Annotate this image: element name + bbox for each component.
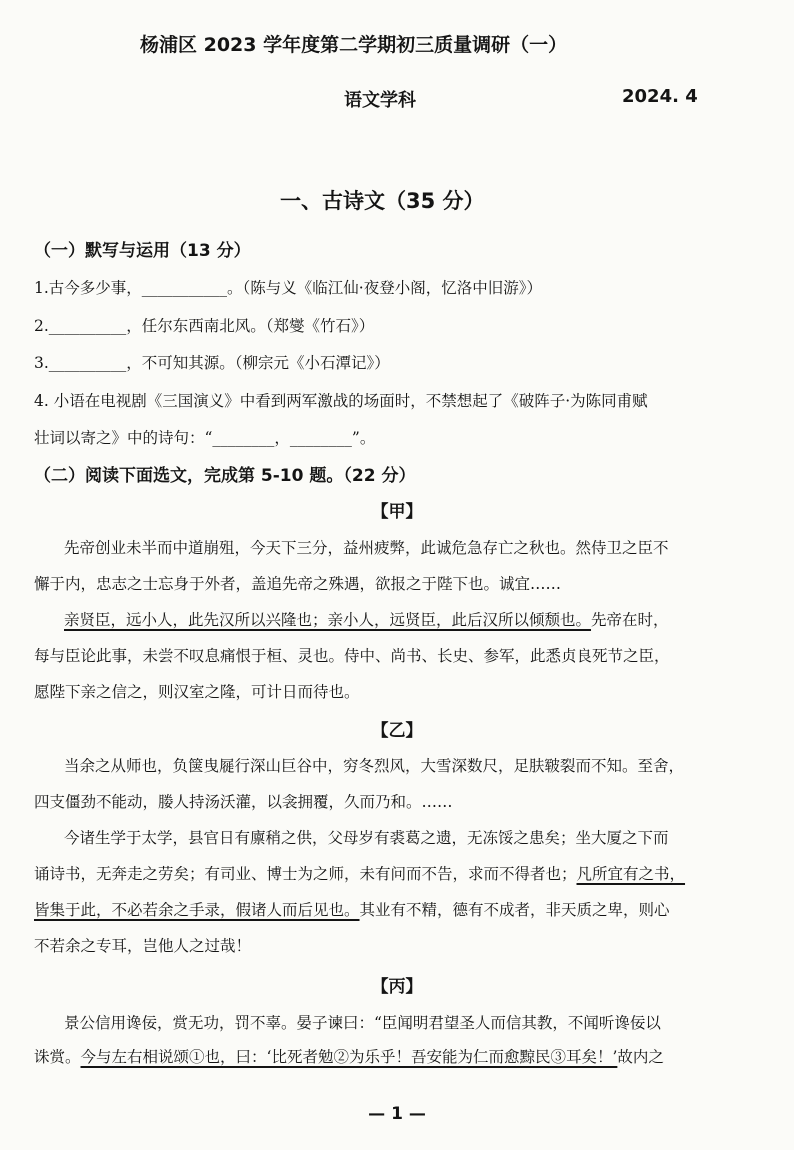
yi-p1-line2: 四支僵劲不能动，媵人持汤沃灌，以衾拥覆，久而乃和。…… xyxy=(34,793,453,811)
passage-bing-label: 【丙】 xyxy=(371,977,423,997)
question-3: 3.__________，不可知其源。（柳宗元《小石潭记》） xyxy=(34,354,390,372)
section-title: 一、古诗文（35 分） xyxy=(280,189,485,213)
part1-title: （一）默写与运用（13 分） xyxy=(34,241,251,261)
question-4-line2: 壮词以寄之》中的诗句：“________，________”。 xyxy=(34,429,376,447)
jia-p1-line1: 先帝创业未半而中道崩殂，今天下三分，益州疲弊，此诚危急存亡之秋也。然侍卫之臣不 xyxy=(64,539,669,557)
yi-underlined-sentence-part2: 皆集于此，不必若余之手录，假诸人而后见也。 xyxy=(34,901,360,919)
bing-p1-line1: 景公信用谗佞，赏无功，罚不辜。晏子谏曰：“臣闻明君望圣人而信其教，不闻听谗佞以 xyxy=(64,1014,661,1032)
yi-p1-line1: 当余之从师也，负箧曳屣行深山巨谷中，穷冬烈风，大雪深数尺，足肤皲裂而不知。至舍， xyxy=(64,757,685,775)
question-1: 1.古今多少事，___________。（陈与义《临江仙·夜登小阁，忆洛中旧游》） xyxy=(34,279,542,297)
yi-p2-line4: 不若余之专耳，岂他人之过哉！ xyxy=(34,937,252,955)
yi-p2-line1: 今诸生学于太学，县官日有廪稍之供，父母岁有裘葛之遗，无冻馁之患矣；坐大厦之下而 xyxy=(64,829,669,847)
passage-yi-label: 【乙】 xyxy=(371,721,423,741)
subject-label: 语文学科 xyxy=(344,90,416,111)
bing-p1-line2: 诛赏。今与左右相说颂①也，曰：‘比死者勉②为乐乎！吾安能为仁而愈黥民③耳矣！’故内之 xyxy=(34,1048,664,1066)
page-number: — 1 — xyxy=(368,1104,426,1124)
bing-underlined-sentence: 今与左右相说颂①也，曰：‘比死者勉②为乐乎！吾安能为仁而愈黥民③耳矣！’ xyxy=(80,1048,618,1066)
exam-title: 杨浦区 2023 学年度第二学期初三质量调研（一） xyxy=(140,34,568,56)
passage-jia-label: 【甲】 xyxy=(371,502,423,522)
exam-date: 2024. 4 xyxy=(622,86,698,107)
jia-p2-line1: 亲贤臣，远小人，此先汉所以兴隆也；亲小人，远贤臣，此后汉所以倾颓也。先帝在时， xyxy=(64,611,669,629)
question-4-line1: 4. 小语在电视剧《三国演义》中看到两军激战的场面时，不禁想起了《破阵子·为陈同甫赋 xyxy=(34,392,648,410)
jia-p1-line2: 懈于内，忠志之士忘身于外者，盖追先帝之殊遇，欲报之于陛下也。诚宜…… xyxy=(34,575,562,593)
jia-p2-line3: 愿陛下亲之信之，则汉室之隆，可计日而待也。 xyxy=(34,683,360,701)
yi-underlined-sentence-part1: 凡所宜有之书， xyxy=(576,865,686,883)
jia-p2-line2: 每与臣论此事，未尝不叹息痛恨于桓、灵也。侍中、尚书、长史、参军，此悉贞良死节之臣， xyxy=(34,647,670,665)
jia-underlined-sentence: 亲贤臣，远小人，此先汉所以兴隆也；亲小人，远贤臣，此后汉所以倾颓也。 xyxy=(64,611,592,629)
question-2: 2.__________，任尔东西南北风。（郑燮《竹石》） xyxy=(34,317,375,335)
yi-p2-line2: 诵诗书，无奔走之劳矣；有司业、博士为之师，未有问而不告，求而不得者也；凡所宜有之书， xyxy=(34,865,686,883)
part2-title: （二）阅读下面选文，完成第 5-10 题。（22 分） xyxy=(34,466,416,486)
yi-p2-line3: 皆集于此，不必若余之手录，假诸人而后见也。其业有不精，德有不成者，非天质之卑，则心 xyxy=(34,901,670,919)
